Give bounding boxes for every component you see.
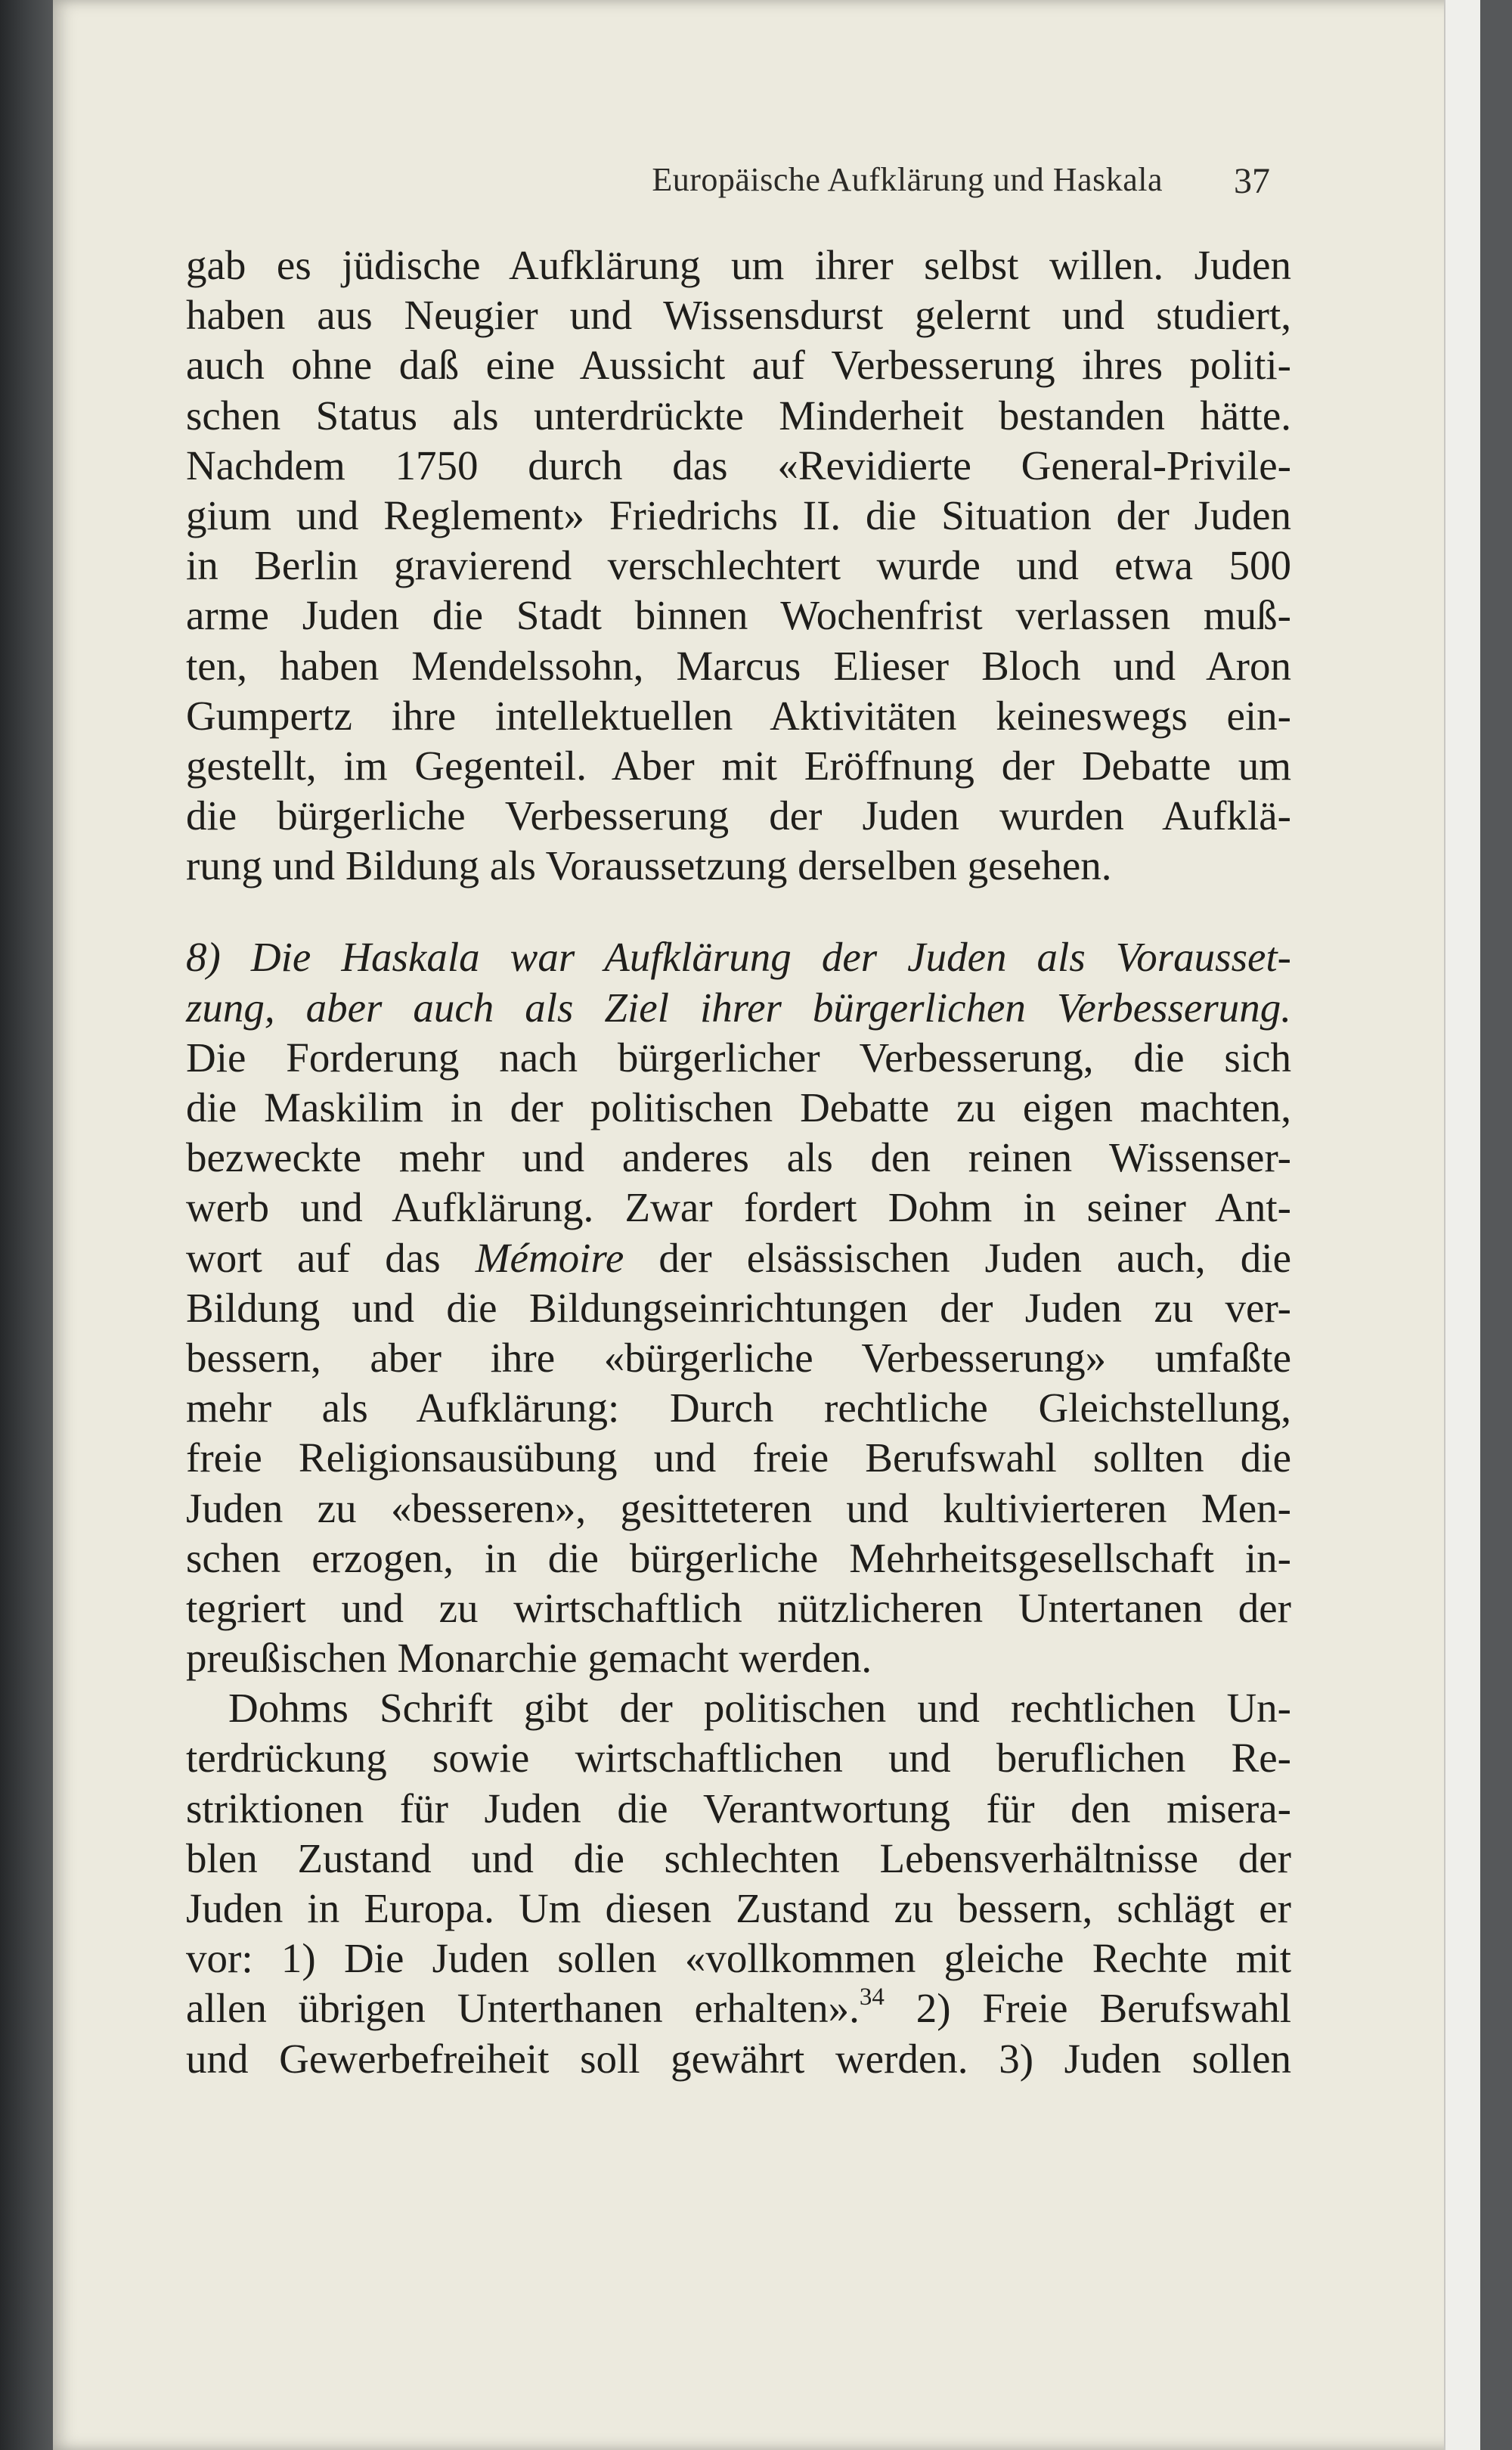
text-line: gab es jüdische Aufklärung um ihrer selbst willen. Juden xyxy=(186,242,1291,288)
text-line: gium und Reglement» Friedrichs II. die Situation der Juden xyxy=(186,492,1291,538)
thesis-line: zung, aber auch als Ziel ihrer bürgerlichen Verbesserung. xyxy=(186,984,1291,1031)
body-text xyxy=(186,240,1291,2084)
text-line: terdrückung sowie wirtschaftlichen und beruflichen Re- xyxy=(186,1735,1291,1782)
footnote-marker: 34 xyxy=(859,1983,885,2011)
book-page xyxy=(53,0,1480,2450)
text-line: Juden zu «besseren», gesitteteren und kultivierteren Men- xyxy=(186,1484,1291,1531)
text-line-memoire xyxy=(186,1233,1291,1283)
section-gap xyxy=(186,891,1291,932)
text-line: preußischen Monarchie gemacht werden. xyxy=(186,1635,872,1682)
paragraph-1 xyxy=(186,240,1291,891)
text-line: bezweckte mehr und anderes als den reinen Wissenser- xyxy=(186,1134,1291,1181)
page-edge xyxy=(1444,0,1480,2450)
text-line: Nachdem 1750 durch das «Revidierte General-Privile- xyxy=(186,442,1291,488)
text-line: mehr als Aufklärung: Durch rechtliche Gleichstellung, xyxy=(186,1385,1291,1431)
text-line: Die Forderung nach bürgerlicher Verbesserung, die sich xyxy=(186,1034,1291,1081)
text-line: blen Zustand und die schlechten Lebensverhältnisse der xyxy=(186,1834,1291,1881)
memoire-title: Mémoire xyxy=(475,1234,624,1281)
page-number: 37 xyxy=(1234,161,1270,201)
text-line: die bürgerliche Verbesserung der Juden wurden Aufklä- xyxy=(186,792,1291,839)
text-line: die Maskilim in der politischen Debatte zu eigen machten, xyxy=(186,1084,1291,1130)
text-segment: wort auf das xyxy=(186,1234,476,1281)
text-line-footnote xyxy=(186,1983,1291,2033)
book-binding-edge xyxy=(0,0,59,2450)
text-line: schen Status als unterdrückte Minderheit bestanden hätte. xyxy=(186,392,1291,439)
text-line: arme Juden die Stadt binnen Wochenfrist verlassen muß- xyxy=(186,592,1291,639)
text-segment: allen übrigen Unterthanen erhalten». xyxy=(186,1985,860,2032)
paragraph-2 xyxy=(186,1033,1291,1683)
text-line: Bildung und die Bildungseinrichtungen der Juden zu ver- xyxy=(186,1284,1291,1331)
paragraph-3 xyxy=(186,1683,1291,2084)
running-head-title: Europäische Aufklärung und Haskala xyxy=(652,161,1163,198)
text-line: Juden in Europa. Um diesen Zustand zu bessern, schlägt er xyxy=(186,1885,1291,1931)
text-line: werb und Aufklärung. Zwar fordert Dohm in seiner Ant- xyxy=(186,1184,1291,1231)
running-head xyxy=(53,160,1480,206)
text-line: Gumpertz ihre intellektuellen Aktivitäten keineswegs ein- xyxy=(186,692,1291,739)
text-line: Dohms Schrift gibt der politischen und rechtlichen Un- xyxy=(228,1685,1291,1732)
thesis-line: 8) Die Haskala war Aufklärung der Juden als Vorausset- xyxy=(186,934,1291,981)
text-line: und Gewerbefreiheit soll gewährt werden. 3) Juden sollen xyxy=(186,2035,1291,2082)
text-line: bessern, aber ihre «bürgerliche Verbesserung» umfaßte xyxy=(186,1334,1291,1381)
text-line: freie Religionsausübung und freie Berufswahl sollten die xyxy=(186,1434,1291,1481)
text-segment: 2) Freie Berufswahl xyxy=(884,1985,1291,2032)
text-line: in Berlin gravierend verschlechtert wurde und etwa 500 xyxy=(186,542,1291,589)
text-segment: der elsässischen Juden auch, die xyxy=(624,1234,1291,1281)
text-line: rung und Bildung als Voraussetzung derselben gesehen. xyxy=(186,842,1112,889)
thesis-8 xyxy=(186,932,1291,1032)
text-line: schen erzogen, in die bürgerliche Mehrheitsgesellschaft in- xyxy=(186,1534,1291,1581)
text-line: tegriert und zu wirtschaftlich nützlicheren Untertanen der xyxy=(186,1584,1291,1631)
text-line: haben aus Neugier und Wissensdurst gelernt und studiert, xyxy=(186,292,1291,339)
text-line: auch ohne daß eine Aussicht auf Verbesserung ihres politi- xyxy=(186,342,1291,389)
text-line: ten, haben Mendelssohn, Marcus Elieser Bloch und Aron xyxy=(186,642,1291,689)
text-line: striktionen für Juden die Verantwortung für den misera- xyxy=(186,1785,1291,1831)
text-line: gestellt, im Gegenteil. Aber mit Eröffnung der Debatte um xyxy=(186,742,1291,789)
text-line: vor: 1) Die Juden sollen «vollkommen gleiche Rechte mit xyxy=(186,1935,1291,1982)
